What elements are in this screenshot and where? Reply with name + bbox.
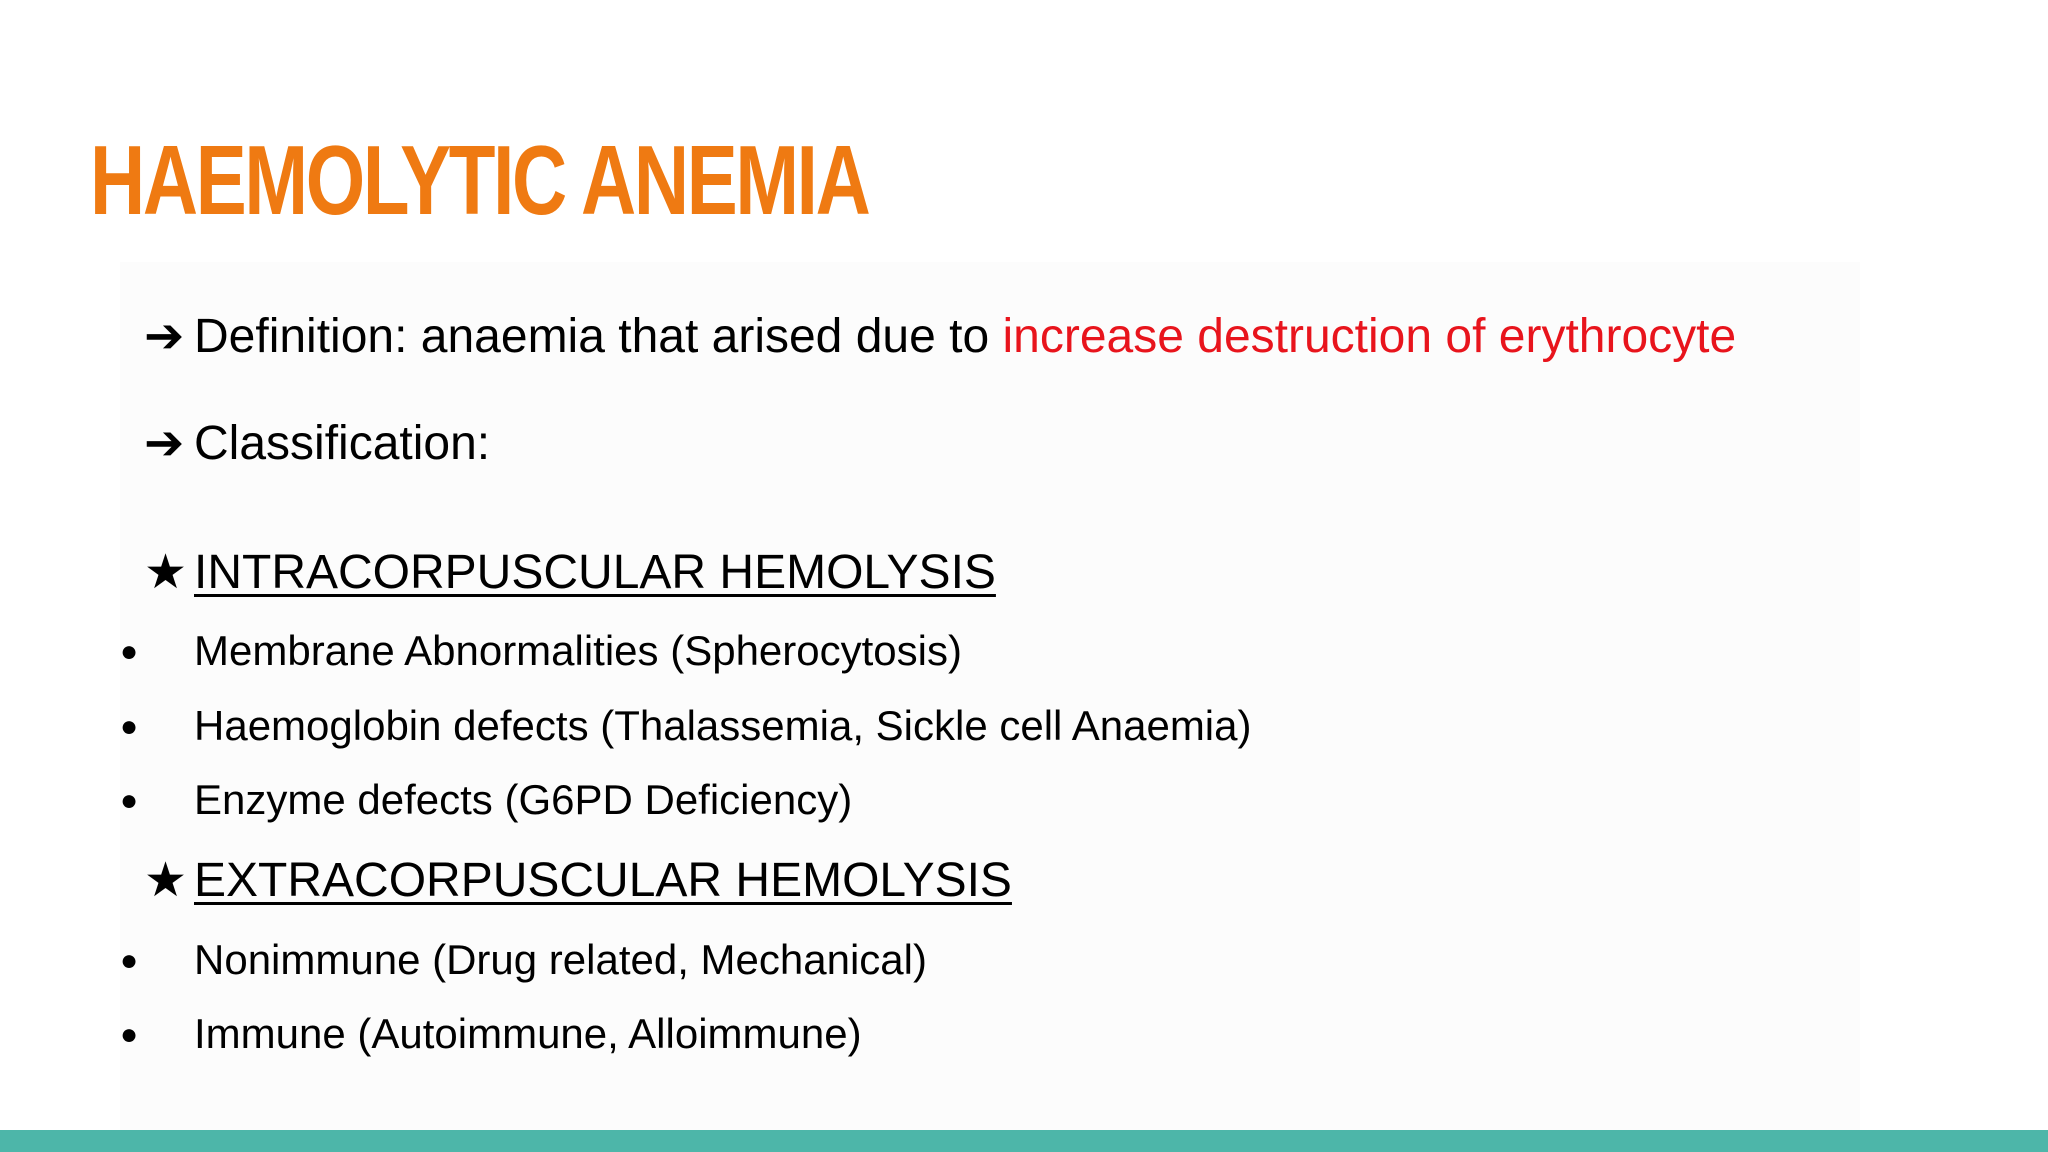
list-item: [120, 1008, 862, 1061]
list-item: [120, 774, 852, 827]
section-heading-extracorpuscular: [144, 851, 1012, 911]
arrow-icon: ➔: [144, 417, 185, 470]
slide-title: HAEMOLYTIC ANEMIA: [90, 125, 869, 235]
star-icon: ★: [144, 546, 188, 599]
bullet-icon: ●: [120, 944, 139, 977]
content-panel: [120, 262, 1860, 1130]
section-heading-intracorpuscular: [144, 543, 996, 603]
section-heading-text: EXTRACORPUSCULAR HEMOLYSIS: [194, 854, 1012, 907]
list-item-text: Immune (Autoimmune, Alloimmune): [194, 1010, 862, 1057]
list-item-text: Membrane Abnormalities (Spherocytosis): [194, 627, 962, 674]
footer-bar: [0, 1130, 2048, 1152]
list-item-text: Enzyme defects (G6PD Deficiency): [194, 776, 853, 823]
list-item-text: Nonimmune (Drug related, Mechanical): [194, 936, 927, 983]
definition-text: Definition: anaemia that arised due to: [194, 310, 1003, 363]
star-icon: ★: [144, 854, 188, 907]
classification-line: [144, 414, 490, 474]
arrow-icon: ➔: [144, 310, 185, 363]
list-item: [120, 700, 1252, 753]
bullet-icon: ●: [120, 710, 139, 743]
bullet-icon: ●: [120, 635, 139, 668]
list-item: [120, 934, 927, 987]
list-item-text: Haemoglobin defects (Thalassemia, Sickle cell Anaemia): [194, 702, 1252, 749]
section-heading-text: INTRACORPUSCULAR HEMOLYSIS: [194, 546, 996, 599]
bullet-icon: ●: [120, 784, 139, 817]
definition-line: [144, 307, 1736, 367]
classification-text: Classification:: [194, 417, 491, 470]
list-item: [120, 625, 962, 678]
definition-highlight: increase destruction of erythrocyte: [1002, 310, 1737, 363]
bullet-icon: ●: [120, 1018, 139, 1051]
